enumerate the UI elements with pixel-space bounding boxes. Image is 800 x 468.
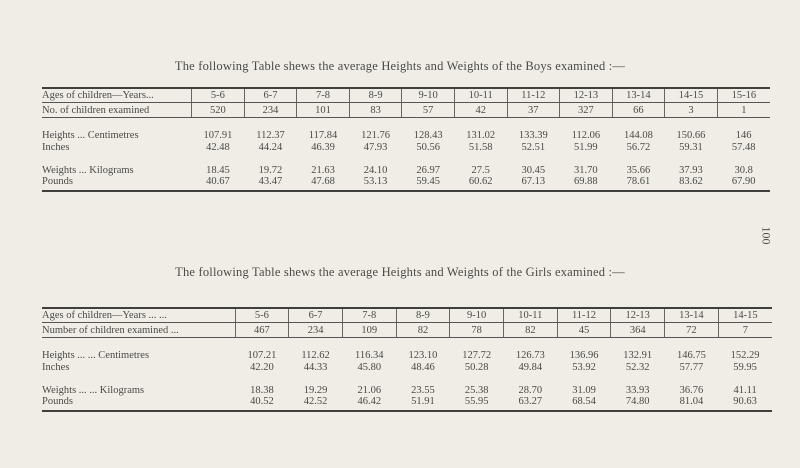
boys-inches-cell: 59.31 xyxy=(679,141,703,153)
girls-ages-cell: 8-9 xyxy=(396,308,450,323)
girls-number-cell: 45 xyxy=(557,323,611,338)
boys-kilograms-cell: 35.66 xyxy=(626,164,651,176)
girls-pounds-cell: 40.52 xyxy=(235,396,289,411)
girls-inches-cell: 42.20 xyxy=(250,361,274,373)
girls-kilograms-cell: 21.06 xyxy=(357,384,382,396)
boys-centimetres-row xyxy=(42,129,770,141)
girls-ages-cell: 10-11 xyxy=(503,308,557,323)
girls-number-row xyxy=(42,323,772,338)
girls-pounds-cell: 55.95 xyxy=(450,396,504,411)
girls-ages-cell: 9-10 xyxy=(450,308,504,323)
girls-centimetres-cell: 132.91 xyxy=(623,349,653,361)
boys-inches-cell: 52.51 xyxy=(521,141,546,153)
boys-number-row xyxy=(42,103,770,118)
boys-inches-cell: 42.48 xyxy=(206,141,230,153)
boys-table-caption: The following Table shews the average Heights and Weights of the Boys examined :— xyxy=(174,59,626,73)
boys-number-cell: 3 xyxy=(665,103,718,118)
girls-inches-cell: 48.46 xyxy=(411,361,435,373)
girls-kilograms-row xyxy=(42,384,772,396)
boys-number-cell: 327 xyxy=(560,103,613,118)
boys-ages-cell: 15-16 xyxy=(717,88,770,103)
boys-inches-cell: 47.93 xyxy=(363,141,388,153)
girls-centimetres-cell: 152.29 xyxy=(730,349,760,361)
boys-centimetres-cell: 131.02 xyxy=(466,129,496,141)
boys-pounds-label: Pounds xyxy=(42,176,192,191)
boys-kilograms-cell: 21.63 xyxy=(311,164,335,176)
girls-kilograms-cell: 36.76 xyxy=(679,384,704,396)
girls-kilograms-cell: 19.29 xyxy=(303,384,328,396)
boys-pounds-cell: 83.62 xyxy=(665,176,718,191)
girls-centimetres-cell: 146.75 xyxy=(676,349,706,361)
boys-ages-cell: 9-10 xyxy=(402,88,455,103)
girls-pounds-cell: 63.27 xyxy=(503,396,557,411)
boys-centimetres-cell: 133.39 xyxy=(518,129,548,141)
girls-ages-cell: 12-13 xyxy=(611,308,665,323)
boys-pounds-cell: 60.62 xyxy=(454,176,507,191)
boys-centimetres-cell: 112.06 xyxy=(571,129,601,141)
boys-ages-cell: 5-6 xyxy=(192,88,245,103)
page-number: 100 xyxy=(759,226,774,245)
boys-number-cell: 83 xyxy=(349,103,402,118)
girls-number-label: Number of children examined ... xyxy=(42,323,235,338)
boys-inches-cell: 50.56 xyxy=(416,141,440,153)
boys-ages-cell: 8-9 xyxy=(349,88,402,103)
boys-pounds-cell: 67.13 xyxy=(507,176,560,191)
girls-table-caption: The following Table shews the average Heights and Weights of the Girls examined :— xyxy=(175,265,625,279)
boys-ages-cell: 11-12 xyxy=(507,88,560,103)
boys-number-cell: 520 xyxy=(192,103,245,118)
girls-ages-row xyxy=(42,308,772,323)
girls-inches-cell: 52.32 xyxy=(625,361,650,373)
girls-inches-cell: 53.92 xyxy=(572,361,596,373)
girls-centimetres-cell: 107.21 xyxy=(247,349,277,361)
boys-inches-cell: 57.48 xyxy=(731,141,756,153)
girls-ages-cell: 13-14 xyxy=(665,308,719,323)
girls-kilograms-cell: 33.93 xyxy=(625,384,650,396)
boys-centimetres-cell: 112.37 xyxy=(256,129,285,141)
girls-number-cell: 7 xyxy=(718,323,772,338)
boys-kilograms-cell: 18.45 xyxy=(206,164,230,176)
girls-ages-cell: 11-12 xyxy=(557,308,611,323)
girls-centimetres-cell: 126.73 xyxy=(515,349,545,361)
boys-ages-cell: 7-8 xyxy=(297,88,350,103)
boys-kilograms-cell: 19.72 xyxy=(258,164,283,176)
girls-number-cell: 78 xyxy=(450,323,504,338)
boys-ages-cell: 6-7 xyxy=(244,88,297,103)
boys-centimetres-cell: 117.84 xyxy=(308,129,338,141)
boys-centimetres-cell: 144.08 xyxy=(623,129,653,141)
girls-kilograms-cell: 28.70 xyxy=(518,384,543,396)
girls-kilograms-cell: 41.11 xyxy=(733,384,757,396)
girls-heights-label: Heights ... ... Centimetres xyxy=(42,349,150,361)
boys-kilograms-cell: 37.93 xyxy=(679,164,703,176)
girls-pounds-label: Pounds xyxy=(42,396,235,411)
girls-pounds-cell: 42.52 xyxy=(289,396,343,411)
boys-number-cell: 37 xyxy=(507,103,560,118)
boys-centimetres-cell: 128.43 xyxy=(413,129,443,141)
girls-ages-cell: 7-8 xyxy=(342,308,396,323)
boys-number-cell: 57 xyxy=(402,103,455,118)
girls-inches-label: Inches xyxy=(42,361,70,373)
boys-pounds-cell: 59.45 xyxy=(402,176,455,191)
girls-ages-cell: 5-6 xyxy=(235,308,289,323)
girls-centimetres-cell: 127.72 xyxy=(462,349,492,361)
girls-number-cell: 109 xyxy=(342,323,396,338)
boys-pounds-cell: 40.67 xyxy=(192,176,245,191)
boys-pounds-cell: 69.88 xyxy=(560,176,613,191)
boys-inches-cell: 51.99 xyxy=(574,141,598,153)
boys-kilograms-cell: 27.5 xyxy=(471,164,490,176)
boys-pounds-cell: 78.61 xyxy=(612,176,665,191)
boys-number-label: No. of children examined xyxy=(42,103,192,118)
boys-kilograms-cell: 30.45 xyxy=(521,164,546,176)
boys-number-cell: 66 xyxy=(612,103,665,118)
girls-centimetres-cell: 136.96 xyxy=(569,349,599,361)
girls-pounds-cell: 68.54 xyxy=(557,396,611,411)
girls-kilograms-cell: 18.38 xyxy=(250,384,274,396)
boys-ages-label: Ages of children—Years... xyxy=(42,88,192,103)
boys-pounds-row xyxy=(42,176,770,191)
girls-number-cell: 72 xyxy=(665,323,719,338)
boys-centimetres-cell: 107.91 xyxy=(203,129,233,141)
boys-inches-cell: 56.72 xyxy=(626,141,651,153)
girls-centimetres-cell: 112.62 xyxy=(301,349,330,361)
boys-pounds-cell: 53.13 xyxy=(349,176,402,191)
girls-kilograms-cell: 23.55 xyxy=(411,384,435,396)
boys-kilograms-cell: 24.10 xyxy=(363,164,388,176)
boys-pounds-cell: 67.90 xyxy=(717,176,770,191)
girls-pounds-cell: 51.91 xyxy=(396,396,450,411)
girls-inches-cell: 45.80 xyxy=(357,361,382,373)
girls-weights-label: Weights ... ... Kilograms xyxy=(42,384,145,396)
boys-ages-row xyxy=(42,88,770,103)
girls-number-cell: 234 xyxy=(289,323,343,338)
girls-inches-cell: 50.28 xyxy=(464,361,489,373)
boys-number-cell: 101 xyxy=(297,103,350,118)
boys-number-cell: 42 xyxy=(454,103,507,118)
girls-number-cell: 82 xyxy=(503,323,557,338)
girls-pounds-row xyxy=(42,396,772,411)
boys-ages-cell: 10-11 xyxy=(454,88,507,103)
boys-table xyxy=(42,87,770,192)
boys-inches-cell: 46.39 xyxy=(311,141,335,153)
girls-pounds-cell: 90.63 xyxy=(718,396,772,411)
boys-inches-cell: 51.58 xyxy=(468,141,493,153)
girls-pounds-cell: 74.80 xyxy=(611,396,665,411)
boys-weights-label: Weights ... Kilograms xyxy=(42,164,134,176)
girls-pounds-cell: 46.42 xyxy=(342,396,396,411)
boys-centimetres-cell: 121.76 xyxy=(361,129,391,141)
girls-kilograms-cell: 31.09 xyxy=(572,384,596,396)
girls-number-cell: 82 xyxy=(396,323,450,338)
boys-ages-cell: 14-15 xyxy=(665,88,718,103)
boys-inches-row xyxy=(42,141,770,153)
boys-kilograms-row xyxy=(42,164,770,176)
girls-number-cell: 364 xyxy=(611,323,665,338)
boys-pounds-cell: 43.47 xyxy=(244,176,297,191)
boys-heights-label: Heights ... Centimetres xyxy=(42,129,139,141)
girls-centimetres-cell: 116.34 xyxy=(355,349,384,361)
girls-kilograms-cell: 25.38 xyxy=(464,384,489,396)
boys-number-cell: 234 xyxy=(244,103,297,118)
boys-centimetres-cell: 146 xyxy=(735,129,752,141)
boys-pounds-cell: 47.68 xyxy=(297,176,350,191)
boys-inches-cell: 44.24 xyxy=(258,141,283,153)
girls-inches-row xyxy=(42,361,772,373)
girls-ages-cell: 14-15 xyxy=(718,308,772,323)
girls-pounds-cell: 81.04 xyxy=(665,396,719,411)
girls-inches-cell: 57.77 xyxy=(679,361,704,373)
girls-number-cell: 467 xyxy=(235,323,289,338)
boys-kilograms-cell: 30.8 xyxy=(734,164,753,176)
girls-table xyxy=(42,307,772,412)
girls-inches-cell: 59.95 xyxy=(733,361,757,373)
girls-centimetres-row xyxy=(42,349,772,361)
girls-ages-label: Ages of children—Years ... ... xyxy=(42,308,235,323)
girls-inches-cell: 44.33 xyxy=(303,361,328,373)
boys-kilograms-cell: 31.70 xyxy=(574,164,598,176)
boys-number-cell: 1 xyxy=(717,103,770,118)
boys-inches-label: Inches xyxy=(42,141,70,153)
boys-kilograms-cell: 26.97 xyxy=(416,164,440,176)
boys-ages-cell: 12-13 xyxy=(560,88,613,103)
boys-centimetres-cell: 150.66 xyxy=(676,129,706,141)
boys-ages-cell: 13-14 xyxy=(612,88,665,103)
girls-inches-cell: 49.84 xyxy=(518,361,543,373)
girls-ages-cell: 6-7 xyxy=(289,308,343,323)
girls-centimetres-cell: 123.10 xyxy=(408,349,438,361)
